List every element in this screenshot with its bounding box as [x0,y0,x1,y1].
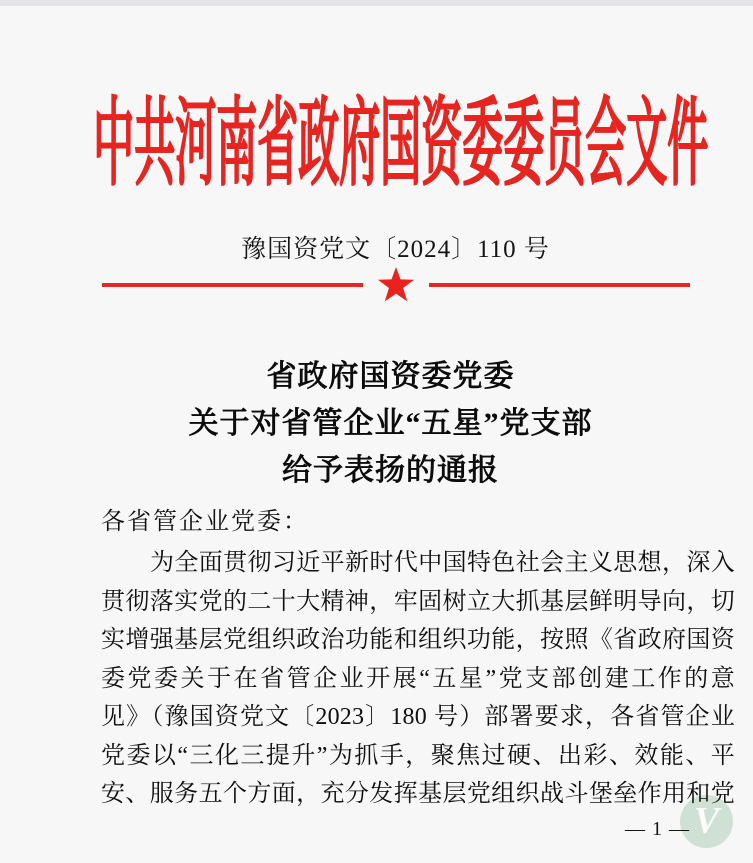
page-number: — 1 — [625,818,690,840]
letterhead [0,83,753,198]
body-line: 见》（豫国资党文〔2023〕180 号）部署要求，各省管企业 [101,704,735,730]
red-divider [102,267,690,303]
divider-rule-left [102,283,363,287]
document-title-line-3: 给予表扬的通报 [282,454,499,487]
doc-number: 豫国资党文〔2024〕110 号 [241,236,550,263]
body-paragraph [101,544,735,814]
window-top-strip [0,0,753,6]
body-line: 贯彻落实党的二十大精神，牢固树立大抓基层鲜明导向，切 [101,588,735,615]
document-title-line-1: 省政府国资委党委 [266,360,515,393]
watermark-v-icon: V [680,795,733,848]
org-header-title: 中共河南省政府国资委委员会文件 [93,89,708,198]
document-body [101,506,735,814]
red-star-icon [373,267,419,303]
body-line: 委党委关于在省管企业开展“五星”党支部创建工作的意 [101,665,735,692]
body-line: 安、服务五个方面，充分发挥基层党组织战斗堡垒作用和党 [101,781,735,807]
document-title-line-2: 关于对省管企业“五星”党支部 [188,407,593,440]
body-line: 为全面贯彻习近平新时代中国特色社会主义思想，深入 [150,550,735,576]
body-line: 党委以“三化三提升”为抓手，聚焦过硬、出彩、效能、平 [101,742,735,769]
divider-rule-right [429,283,690,287]
body-line: 实增强基层党组织政治功能和组织功能，按照《省政府国资 [101,627,735,653]
salutation: 各省管企业党委： [101,509,309,535]
document-title [0,353,753,494]
